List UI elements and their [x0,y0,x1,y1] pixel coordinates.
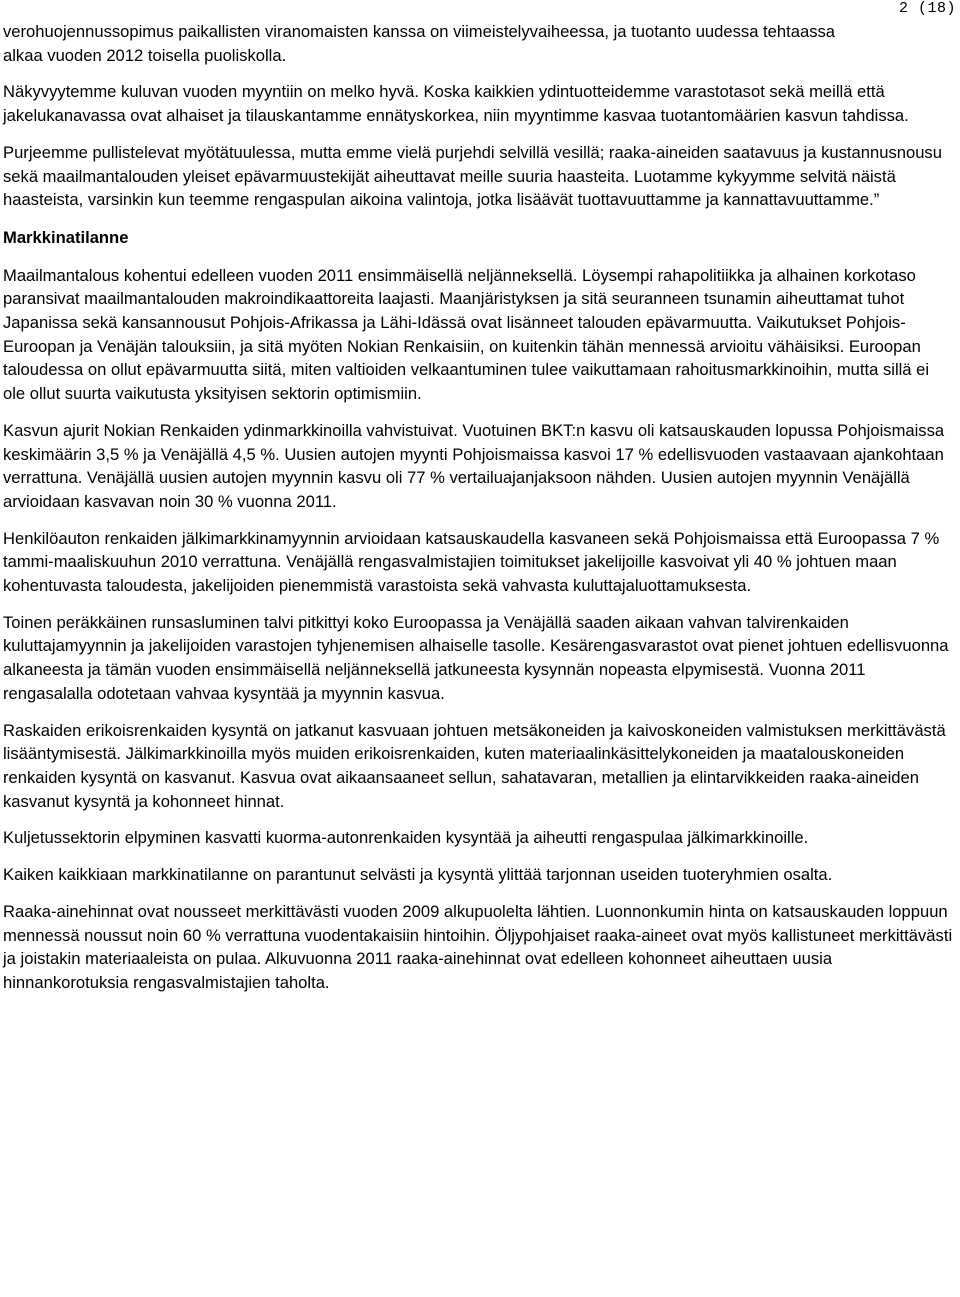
section-heading: Markkinatilanne [3,227,129,247]
page-number: 2 (18) [898,0,956,17]
paragraph: Raskaiden erikoisrenkaiden kysyntä on jatkanut kasvuaan johtuen metsäkoneiden ja kaivoskoneiden valmistuksen merkittävästä lisääntymisestä. Jälkimarkkinoilla myös muiden erikoisrenkaiden, kuten materiaalinkäsittelykoneiden ja maatalouskoneiden renkaiden kysyntä on kasvanut. Kasvua ovat aikaansaaneet sellun, sahatavaran, metallien ja elintarvikkeiden raaka-aineiden kasvanut kysyntä ja kohonneet hinnat. [3,720,946,811]
paragraph: Kuljetussektorin elpyminen kasvatti kuorma-autonrenkaiden kysyntää ja aiheutti rengaspulaa jälkimarkkinoille. [3,828,809,848]
paragraph: Purjeemme pullistelevat myötätuulessa, mutta emme vielä purjehdi selvillä vesillä; raaka-aineiden saatavuus ja kustannusnousu sekä maailmantalouden yleiset epävarmuustekijät aiheuttavat meille suuria haasteita. Luotamme kykyymme selvitä näistä haasteista, varsinkin kun teemme rengaspulan aikoina valintoja, jotka lisäävät tuottavuuttamme ja kannattavuuttamme.” [3,142,942,210]
paragraph: verohuojennussopimus paikallisten viranomaisten kanssa on viimeistelyvaiheessa, ja tuotanto uudessa tehtaassa alkaa vuoden 2012 toisella puoliskolla. [3,22,836,65]
paragraph: Kaiken kaikkiaan markkinatilanne on parantunut selvästi ja kysyntä ylittää tarjonnan useiden tuoteryhmien osalta. [3,865,833,885]
paragraph: Maailmantalous kohentui edelleen vuoden 2011 ensimmäisellä neljänneksellä. Löysempi rahapolitiikka ja alhainen korkotaso paransivat maailmantalouden makroindikaattoreita laajasti. Maanjäristyksen ja sitä seuranneen tsunamin aiheuttamat tuhot Japanissa sekä kansannousut Pohjois-Afrikassa ja Lähi-Idässä ovat lisänneet talouden epävarmuutta. Vaikutukset Pohjois-Euroopan ja Venäjän talouksiin, ja sitä myöten Nokian Renkaisiin, on kuitenkin tähän mennessä arvioitu vähäisiksi. Euroopan taloudessa on ollut epävarmuutta siitä, miten valtioiden velkaantuminen tulee vaikuttamaan rahoitusmarkkinoihin, mutta sillä ei ole ollut suurta vaikutusta yksityisen sektorin optimismiin. [3,265,930,404]
paragraph: Kasvun ajurit Nokian Renkaiden ydinmarkkinoilla vahvistuivat. Vuotuinen BKT:n kasvu oli katsauskauden lopussa Pohjoismaissa keskimäärin 3,5 % ja Venäjällä 4,5 %. Uusien autojen myynti Pohjoismaissa kasvoi 17 % edellisvuoden vastaavaan ajankohtaan verrattuna. Venäjällä uusien autojen myynnin kasvu oli 77 % vertailuajanjaksoon nähden. Uusien autojen myynnin Venäjällä arvioidaan kasvavan noin 30 % vuonna 2011. [3,420,945,511]
document-body [3,20,955,1008]
paragraph: Raaka-ainehinnat ovat nousseet merkittävästi vuoden 2009 alkupuolelta lähtien. Luonnonkumin hinta on katsauskauden loppuun mennessä noussut noin 60 % verrattuna vuodentakaisiin hintoihin. Öljypohjaiset raaka-aineet ovat myös kallistuneet merkittävästi ja joistakin materiaaleista on pulaa. Alkuvuonna 2011 raaka-ainehinnat ovat edelleen kohonneet aiheuttaen uusia hinnankorotuksia rengasvalmistajien taholta. [3,901,953,992]
paragraph: Toinen peräkkäinen runsasluminen talvi pitkittyi koko Euroopassa ja Venäjällä saaden aikaan vahvan talvirenkaiden kuluttajamyynnin ja jakelijoiden varastojen tyhjenemisen alhaiselle tasolle. Kesärengasvarastot ovat pienet johtuen edellisvuonna alkaneesta ja tämän vuoden ensimmäisellä neljänneksellä jatkuneesta kysynnän nopeasta elpymisestä. Vuonna 2011 rengasalalla odotetaan vahvaa kysyntää ja myynnin kasvua. [3,612,949,703]
paragraph: Näkyvyytemme kuluvan vuoden myyntiin on melko hyvä. Koska kaikkien ydintuotteidemme varastotasot sekä meillä että jakelukanavassa ovat alhaiset ja tilauskantamme ennätyskorkea, niin myyntimme kasvaa tuotantomäärien kasvun tahdissa. [3,82,909,126]
paragraph: Henkilöauton renkaiden jälkimarkkinamyynnin arvioidaan katsauskaudella kasvaneen sekä Pohjoismaissa että Euroopassa 7 % tammi-maaliskuuhun 2010 verrattuna. Venäjällä rengasvalmistajien toimitukset jakelijoille kasvoivat yli 40 % johtuen maan kohentuvasta taloudesta, jakelijoiden pienemmistä varastoista sekä vahvasta kuluttajaluottamuksesta. [3,528,940,596]
